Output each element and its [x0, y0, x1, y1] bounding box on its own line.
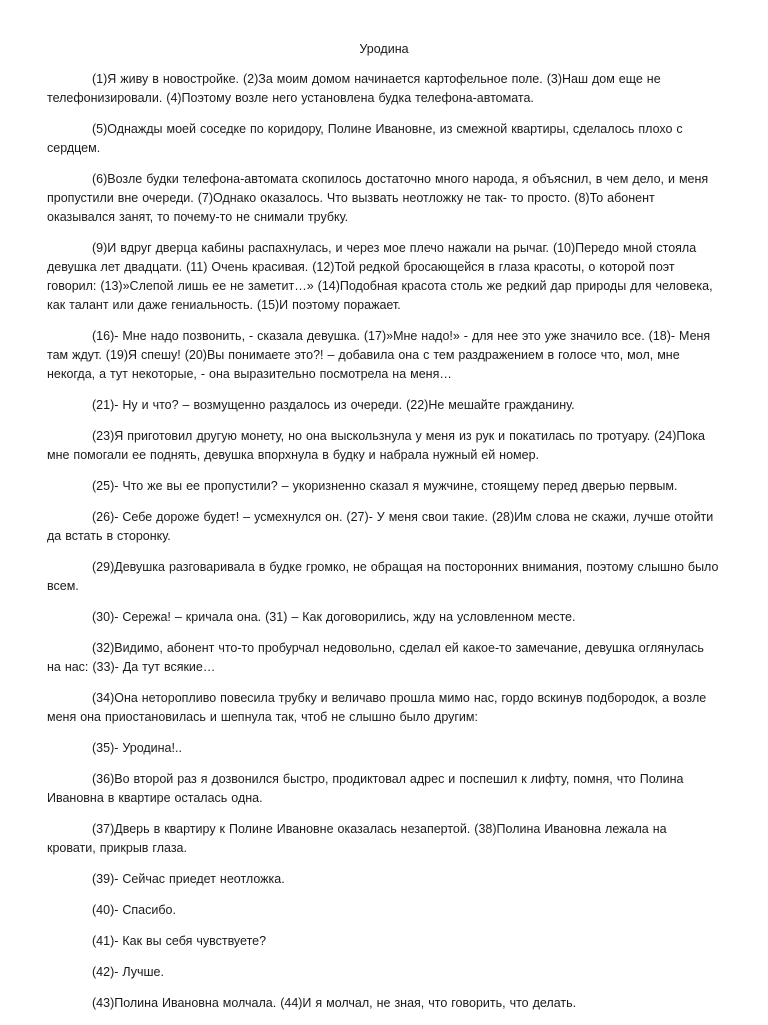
paragraph: (34)Она неторопливо повесила трубку и величаво прошла мимо нас, гордо вскинув подбородок, а возле меня она приостановилась и шепнула так, чтоб не слышно было другим:	[47, 691, 707, 724]
paragraph: (43)Полина Ивановна молчала. (44)И я молчал, не зная, что говорить, что делать.	[92, 996, 577, 1010]
document-body	[47, 70, 719, 1025]
paragraph: (5)Однажды моей соседке по коридору, Полине Ивановне, из смежной квартиры, сделалось плохо с сердцем.	[47, 122, 683, 155]
paragraph: (26)- Себе дороже будет! – усмехнулся он. (27)- У меня свои такие. (28)Им слова не скажи, лучше отойти да встать в сторонку.	[47, 510, 714, 543]
paragraph: (35)- Уродина!..	[92, 741, 182, 755]
paragraph: (41)- Как вы себя чувствуете?	[92, 934, 267, 948]
paragraph: (1)Я живу в новостройке. (2)За моим домом начинается картофельное поле. (3)Наш дом еще не телефонизировали. (4)Поэтому возле него установлена будка телефона-автомата.	[47, 72, 661, 105]
paragraph: (23)Я приготовил другую монету, но она выскользнула у меня из рук и покатилась по тротуару. (24)Пока мне помогали ее поднять, девушка впорхнула в будку и набрала нужный ей номер.	[47, 429, 706, 462]
paragraph: (25)- Что же вы ее пропустили? – укоризненно сказал я мужчине, стоящему перед дверью первым.	[92, 479, 678, 493]
paragraph: (29)Девушка разговаривала в будке громко, не обращая на посторонних внимания, поэтому слышно было всем.	[47, 560, 719, 593]
paragraph: (37)Дверь в квартиру к Полине Ивановне оказалась незапертой. (38)Полина Ивановна лежала на кровати, прикрыв глаза.	[47, 822, 667, 855]
document-title: Уродина	[359, 42, 409, 56]
paragraph: (42)- Лучше.	[92, 965, 164, 979]
paragraph: (36)Во второй раз я дозвонился быстро, продиктовал адрес и поспешил к лифту, помня, что Полина Ивановна в квартире осталась одна.	[47, 772, 684, 805]
paragraph: (40)- Спасибо.	[92, 903, 176, 917]
paragraph: (39)- Сейчас приедет неотложка.	[92, 872, 285, 886]
paragraph: (16)- Мне надо позвонить, - сказала девушка. (17)»Мне надо!» - для нее это уже значило все. (18)- Меня там ждут. (19)Я спешу! (20)Вы понимаете это?! – добавила она с тем раздражением в голосе что, мол, мне некогда, а тут некоторые, - она выразительно посмотрела на меня…	[47, 329, 711, 381]
paragraph: (30)- Сережа! – кричала она. (31) – Как договорились, жду на условленном месте.	[92, 610, 576, 624]
paragraph: (32)Видимо, абонент что-то пробурчал недовольно, сделал ей какое-то замечание, девушка оглянулась на нас: (33)- Да тут всякие…	[47, 641, 704, 674]
paragraph: (21)- Ну и что? – возмущенно раздалось из очереди. (22)Не мешайте гражданину.	[92, 398, 575, 412]
paragraph: (6)Возле будки телефона-автомата скопилось достаточно много народа, я объяснил, в чем дело, и меня пропустили вне очереди. (7)Однако оказалось. Что вызвать неотложку не так- то просто. (8)То абонент оказывался занят, то почему-то не снимали трубку.	[47, 172, 709, 224]
paragraph: (9)И вдруг дверца кабины распахнулась, и через мое плечо нажали на рычаг. (10)Передо мной стояла девушка лет двадцати. (11) Очень красивая. (12)Той редкой бросающейся в глаза красоты, о которой поэт говорил: (13)»Слепой лишь ее не заметит…» (14)Подобная красота столь же редкий дар природы для человека, как талант или даже гениальность. (15)И поэтому поражает.	[47, 241, 713, 312]
